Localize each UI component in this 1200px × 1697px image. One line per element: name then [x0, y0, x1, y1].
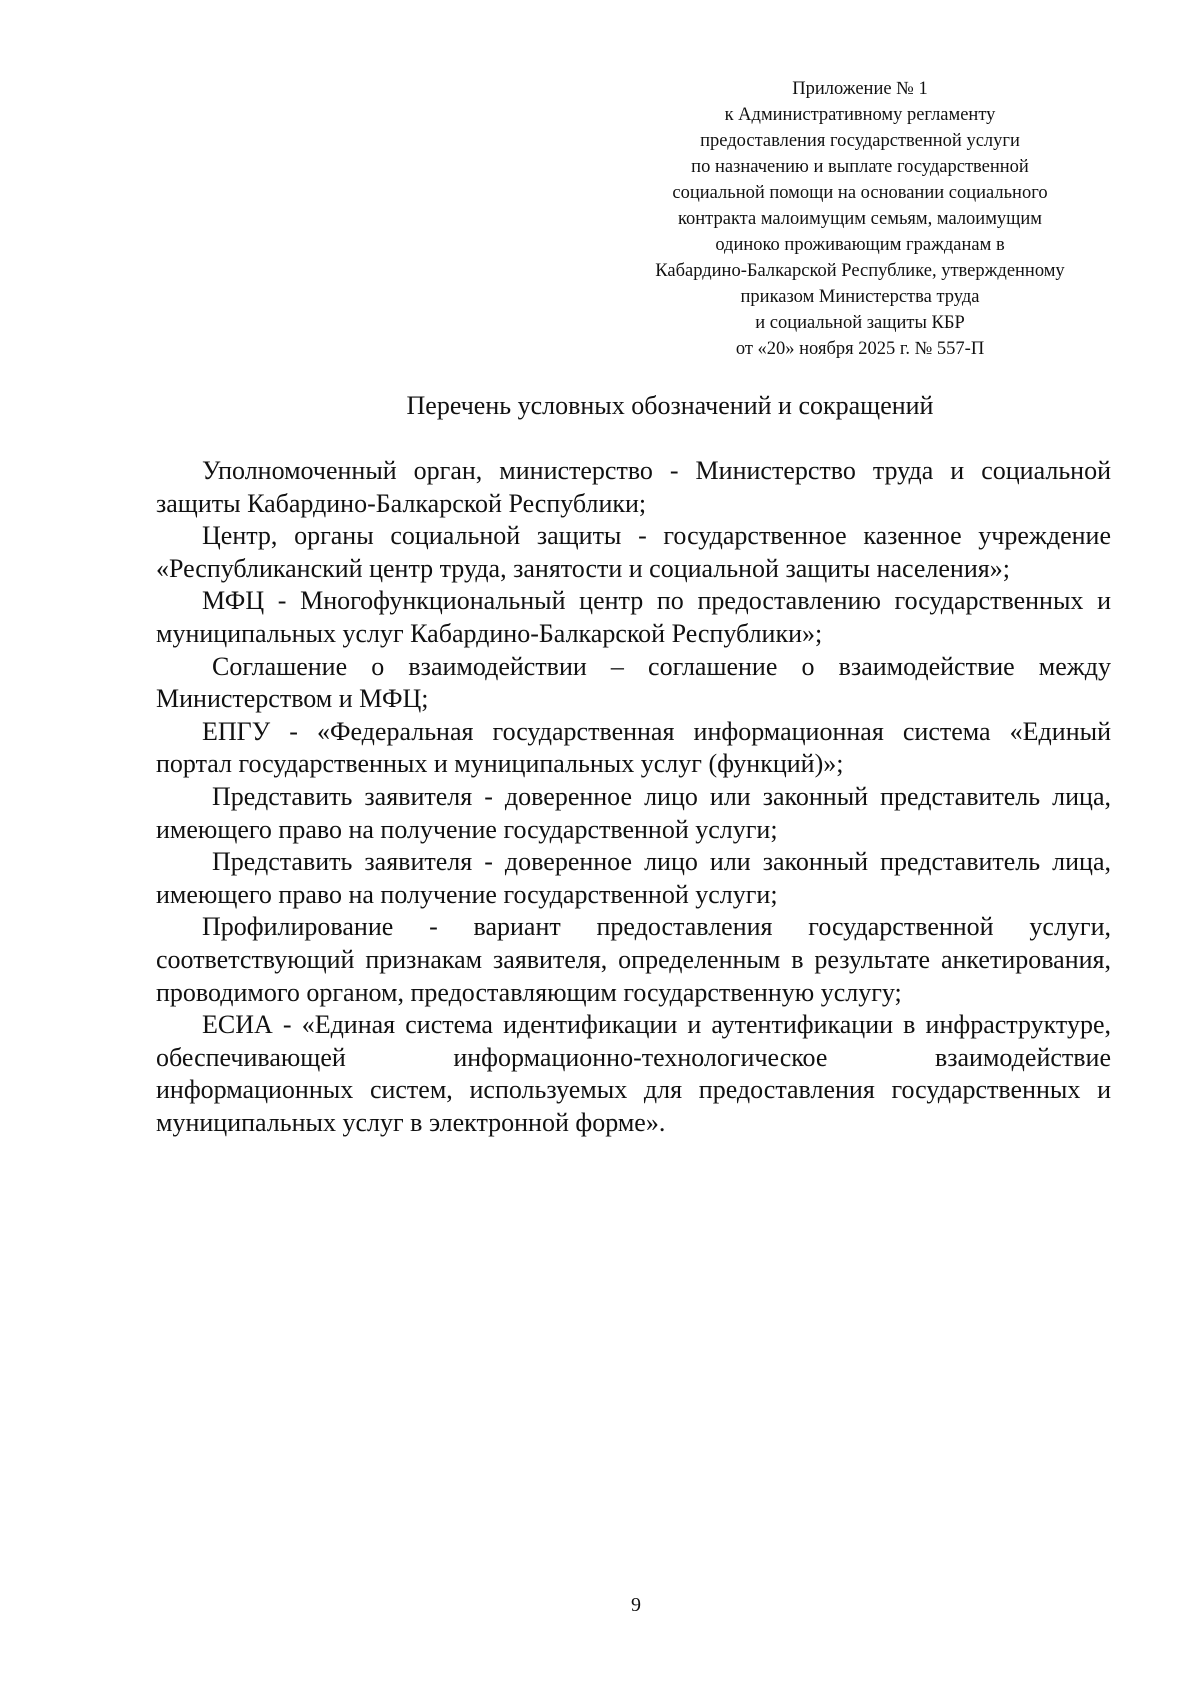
appendix-header-line: приказом Министерства труда	[740, 287, 980, 307]
appendix-header-line: контракта малоимущим семьям, малоимущим	[677, 209, 1043, 229]
appendix-header	[600, 76, 1120, 362]
appendix-header-line: по назначению и выплате государственной	[691, 157, 1029, 177]
appendix-header-line: одиноко проживающим гражданам в	[715, 235, 1005, 255]
definition-paragraph: ЕПГУ - «Федеральная государственная информационная система «Единый портал государственных и муниципальных услуг (функций)»;	[156, 716, 1111, 779]
appendix-header-line: и социальной защиты КБР	[755, 313, 965, 333]
definition-paragraph: Соглашение о взаимодействии – соглашение о взаимодействие между Министерством и МФЦ;	[156, 651, 1111, 714]
appendix-header-line: предоставления государственной услуги	[700, 131, 1020, 151]
definitions-list	[156, 455, 1111, 1139]
definition-paragraph: Центр, органы социальной защиты - государственное казенное учреждение «Республиканский центр труда, занятости и социальной защиты населения»;	[156, 521, 1111, 583]
definition-paragraph: МФЦ - Многофункциональный центр по предоставлению государственных и муниципальных услуг Кабардино-Балкарской Республики»;	[156, 586, 1111, 648]
definition-paragraph: Представить заявителя - доверенное лицо или законный представитель лица, имеющего право на получение государственной услуги;	[156, 781, 1111, 844]
page-number: 9	[631, 1594, 641, 1616]
document-title: Перечень условных обозначений и сокращений	[406, 391, 934, 420]
definition-paragraph: Уполномоченный орган, министерство - Министерство труда и социальной защиты Кабардино-Балкарской Республики;	[156, 456, 1111, 518]
appendix-header-line: Кабардино-Балкарской Республике, утвержденному	[655, 261, 1065, 281]
appendix-header-line: к Административному регламенту	[724, 105, 996, 125]
definition-paragraph: Профилирование - вариант предоставления государственной услуги, соответствующий признакам заявителя, определенным в результате анкетирования, проводимого органом, предоставляющим государственную услугу;	[156, 912, 1111, 1007]
definition-paragraph: Представить заявителя - доверенное лицо или законный представитель лица, имеющего право на получение государственной услуги;	[156, 847, 1111, 909]
appendix-header-line: от «20» ноября 2025 г. № 557-П	[735, 339, 985, 359]
appendix-header-line: Приложение № 1	[792, 79, 928, 99]
appendix-header-line: социальной помощи на основании социального	[672, 183, 1048, 203]
definition-paragraph: ЕСИА - «Единая система идентификации и аутентификации в инфраструктуре, обеспечивающей информационно-технологическое взаимодействие информационных систем, используемых для предоставления государственных и муниципальных услуг в электронной форме».	[156, 1010, 1111, 1137]
